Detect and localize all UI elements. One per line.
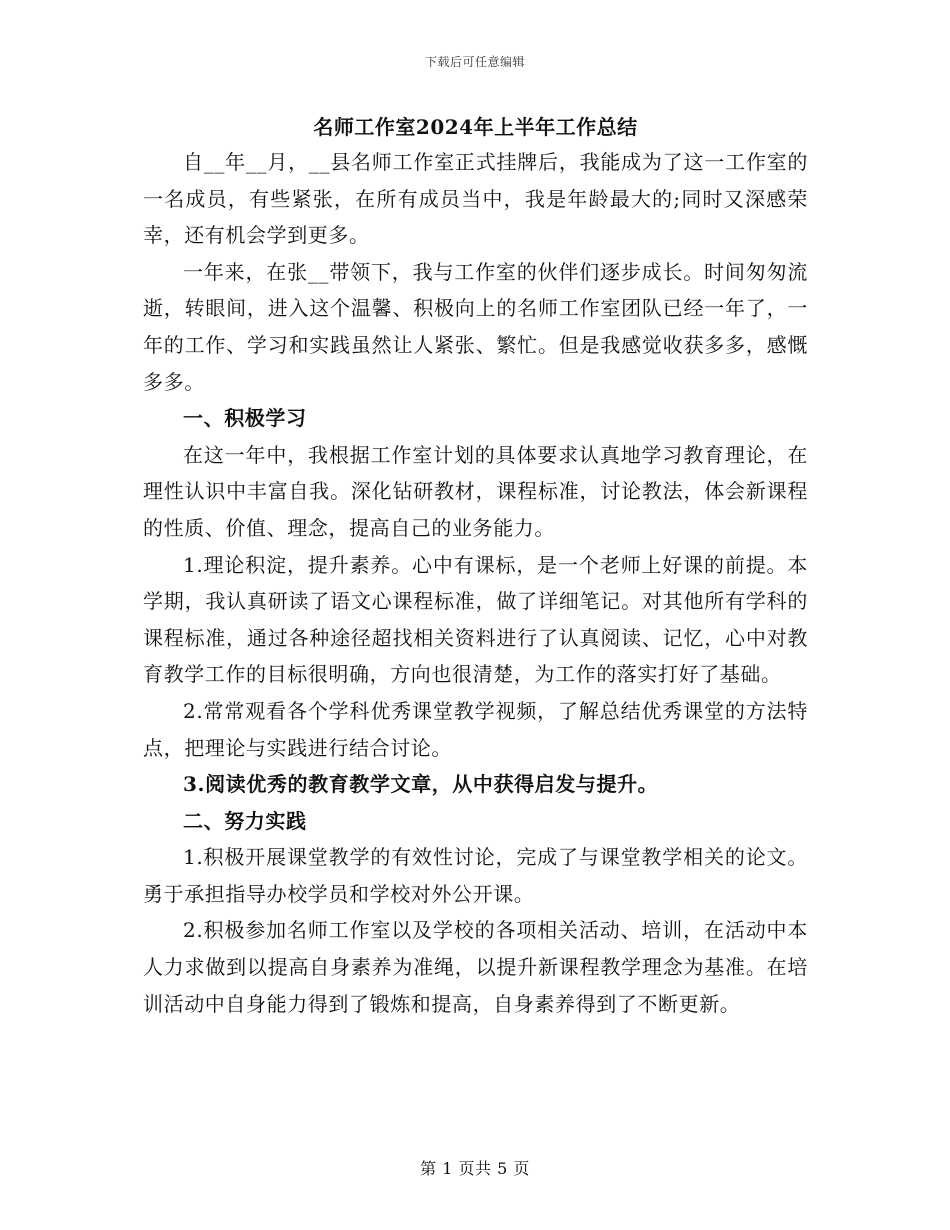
section-heading-learning: 一、积极学习 [183,406,307,431]
paragraph-learning-item-1: 1.理论积淀，提升素养。心中有课标，是一个老师上好课的前提。本学期，我认真研读了语文心课程标准，做了详细笔记。对其他所有学科的课程标准，通过各种途径超找相关资料进行了认真阅读、记忆，心中对教育教学工作的目标很明确，方向也很清楚，为工作的落实打好了基础。 [143,552,808,687]
paragraph-practice-item-2: 2.积极参加名师工作室以及学校的各项相关活动、培训，在活动中本人力求做到以提高自身素养为准绳，以提升新课程教学理念为基准。在培训活动中自身能力得到了锻炼和提高，自身素养得到了不断更新。 [143,918,808,1016]
page-number-footer: 第 1 页共 5 页 [420,1159,530,1178]
document-body [143,110,808,1022]
paragraph-intro: 自__年__月，__县名师工作室正式挂牌后，我能成为了这一工作室的一名成员，有些紧张，在所有成员当中，我是年龄最大的;同时又深感荣幸，还有机会学到更多。 [143,150,808,248]
page-header-note: 下载后可任意编辑 [424,55,525,69]
paragraph-practice-item-1: 1.积极开展课堂教学的有效性讨论，完成了与课堂教学相关的论文。勇于承担指导办校学员和学校对外公开课。 [143,845,808,906]
section-heading-practice: 二、努力实践 [183,808,307,833]
paragraph-learning-item-2: 2.常常观看各个学科优秀课堂教学视频，了解总结优秀课堂的方法特点，把理论与实践进行结合讨论。 [143,698,808,760]
paragraph-learning-overview: 在这一年中，我根据工作室计划的具体要求认真地学习教育理论，在理性认识中丰富自我。深化钻研教材，课程标准，讨论教法，体会新课程的性质、价值、理念，提高自己的业务能力。 [143,442,808,540]
document-title: 名师工作室2024年上半年工作总结 [313,115,638,139]
paragraph-year-review: 一年来，在张__带领下，我与工作室的伙伴们逐步成长。时间匆匆流逝，转眼间，进入这个温馨、积极向上的名师工作室团队已经一年了，一年的工作、学习和实践虽然让人紧张、繁忙。但是我感觉收获多多，感慨多多。 [143,259,808,394]
paragraph-learning-item-3: 3.阅读优秀的教育教学文章，从中获得启发与提升。 [183,772,659,797]
